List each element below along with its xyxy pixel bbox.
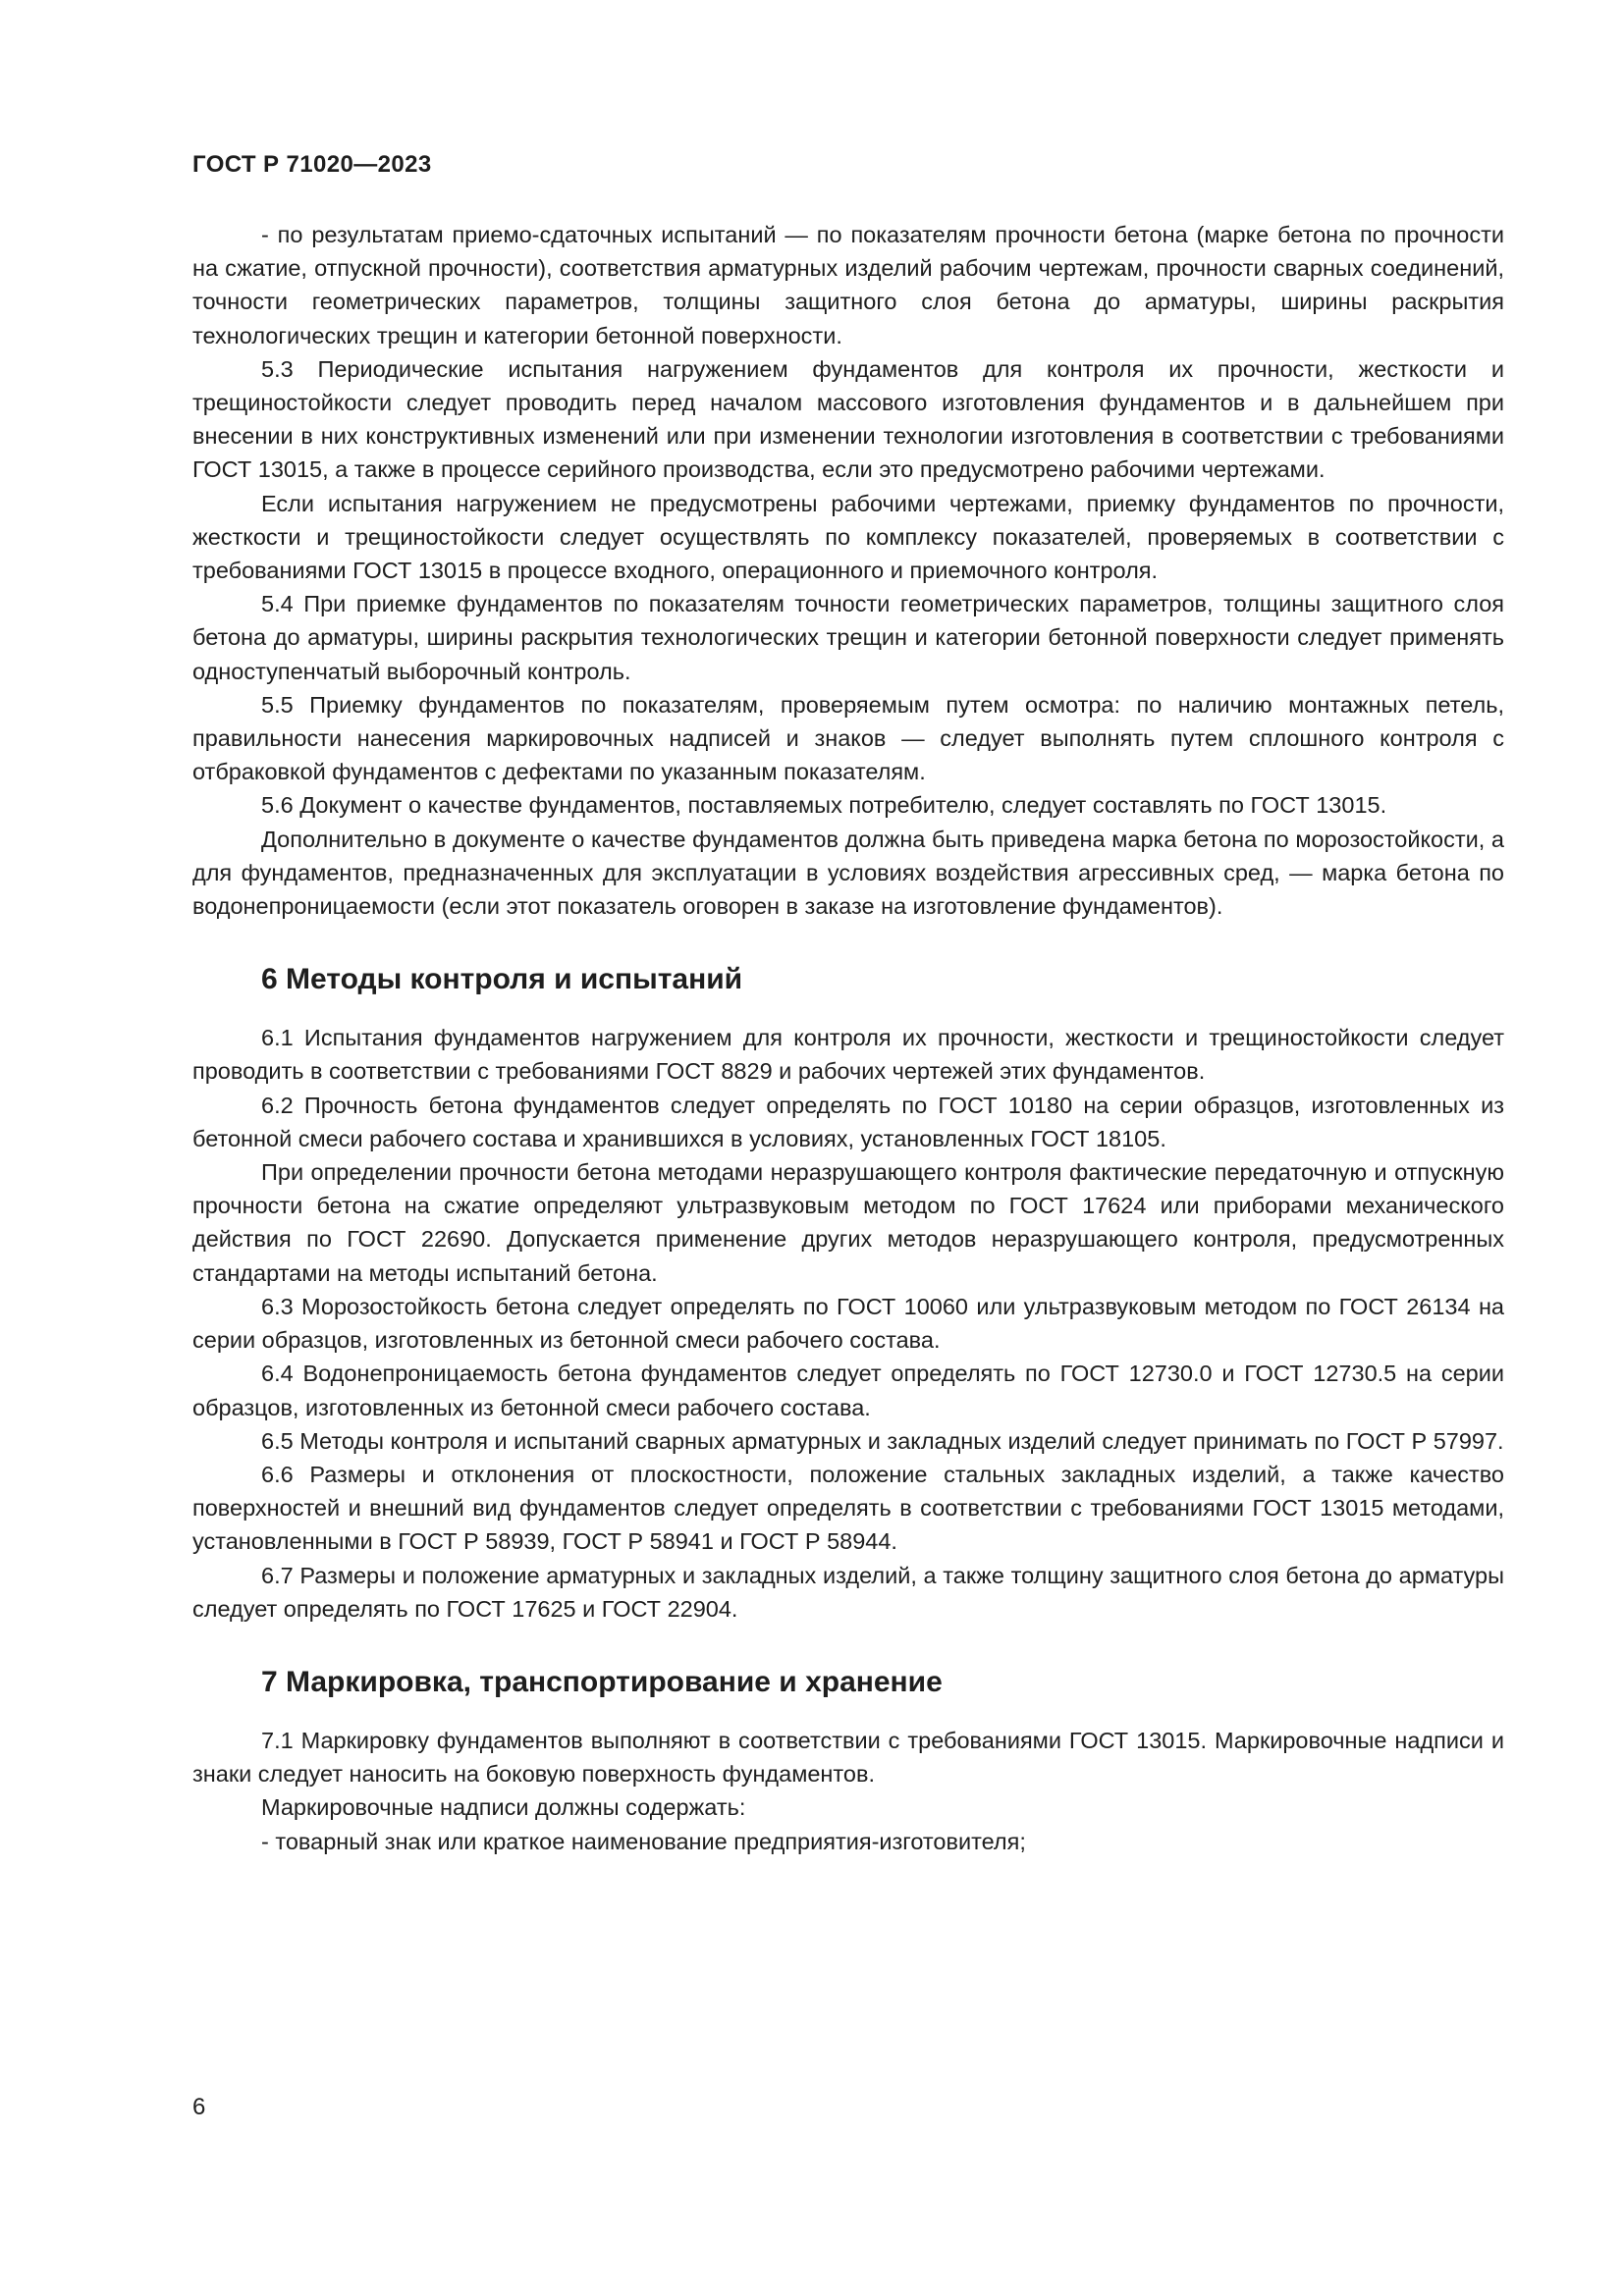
paragraph-5-3-continued: Если испытания нагружением не предусмотрены рабочими чертежами, приемку фундаментов по прочности, жесткости и трещиностойкости следует осуществлять по комплексу показателей, проверяемых в соответствии с требованиями ГОСТ 13015 в процессе входного, операционного и приемочного контроля. bbox=[192, 490, 1504, 584]
paragraph-5-4: 5.4 При приемке фундаментов по показателям точности геометрических параметров, толщины защитного слоя бетона до арматуры, ширины раскрытия технологических трещин и категории бетонной поверхности следует применять одноступенчатый выборочный контроль. bbox=[192, 591, 1504, 684]
document-header-id: ГОСТ Р 71020—2023 bbox=[192, 151, 432, 178]
paragraph-6-7: 6.7 Размеры и положение арматурных и закладных изделий, а также толщину защитного слоя бетона до арматуры следует определять по ГОСТ 17625 и ГОСТ 22904. bbox=[192, 1562, 1504, 1622]
paragraph-6-4: 6.4 Водонепроницаемость бетона фундаментов следует определять по ГОСТ 12730.0 и ГОСТ 12730.5 на серии образцов, изготовленных из бетонной смеси рабочего состава. bbox=[192, 1361, 1504, 1420]
paragraph-5-5: 5.5 Приемку фундаментов по показателям, проверяемым путем осмотра: по наличию монтажных петель, правильности нанесения маркировочных надписей и знаков — следует выполнять путем сплошного контроля с отбраковкой фундаментов с дефектами по указанным показателям. bbox=[192, 691, 1504, 785]
paragraph-6-2-continued: При определении прочности бетона методами неразрушающего контроля фактические передаточную и отпускную прочности бетона на сжатие определяют ультразвуковым методом по ГОСТ 17624 или приборами механического действия по ГОСТ 22690. Допускается применение других методов неразрушающего контроля, предусмотренных стандартами на методы испытаний бетона. bbox=[192, 1159, 1504, 1286]
paragraph-5-3: 5.3 Периодические испытания нагружением фундаментов для контроля их прочности, жесткости и трещиностойкости следует проводить перед началом массового изготовления фундаментов и в дальнейшем при внесении в них конструктивных изменений или при изменении технологии изготовления в соответствии с требованиями ГОСТ 13015, а также в процессе серийного производства, если это предусмотрено рабочими чертежами. bbox=[192, 355, 1504, 483]
paragraph-6-6: 6.6 Размеры и отклонения от плоскостности, положение стальных закладных изделий, а также качество поверхностей и внешний вид фундаментов следует определять в соответствии с требованиями ГОСТ 13015 методами, установленными в ГОСТ Р 58939, ГОСТ Р 58941 и ГОСТ Р 58944. bbox=[192, 1461, 1504, 1555]
paragraph-acceptance-tests: - по результатам приемо-сдаточных испытаний — по показателям прочности бетона (марке бетона по прочности на сжатие, отпускной прочности), соответствия арматурных изделий рабочим чертежам, прочности сварных соединений, точности геометрических параметров, толщины защитного слоя бетона до арматуры, ширины раскрытия технологических трещин и категории бетонной поверхности. bbox=[192, 222, 1504, 348]
section-6-heading: 6 Методы контроля и испытаний bbox=[261, 963, 743, 996]
paragraph-6-5: 6.5 Методы контроля и испытаний сварных арматурных и закладных изделий следует принимать по ГОСТ Р 57997. bbox=[261, 1427, 1504, 1454]
paragraph-7-1-continued: Маркировочные надписи должны содержать: bbox=[261, 1794, 746, 1821]
document-body bbox=[192, 218, 1504, 1858]
paragraph-6-3: 6.3 Морозостойкость бетона следует определять по ГОСТ 10060 или ультразвуковым методом по ГОСТ 26134 на серии образцов, изготовленных из бетонной смеси рабочего состава. bbox=[192, 1293, 1504, 1354]
paragraph-5-6-continued: Дополнительно в документе о качестве фундаментов должна быть приведена марка бетона по морозостойкости, а для фундаментов, предназначенных для эксплуатации в условиях воздействия агрессивных сред, — марка бетона по водонепроницаемости (если этот показатель оговорен в заказе на изготовление фундаментов). bbox=[192, 826, 1504, 920]
paragraph-5-6: 5.6 Документ о качестве фундаментов, поставляемых потребителю, следует составлять по ГОСТ 13015. bbox=[261, 792, 1387, 819]
paragraph-6-1: 6.1 Испытания фундаментов нагружением для контроля их прочности, жесткости и трещиностойкости следует проводить в соответствии с требованиями ГОСТ 8829 и рабочих чертежей этих фундаментов. bbox=[192, 1025, 1504, 1085]
paragraph-6-2: 6.2 Прочность бетона фундаментов следует определять по ГОСТ 10180 на серии образцов, изготовленных из бетонной смеси рабочего состава и хранившихся в условиях, установленных ГОСТ 18105. bbox=[192, 1092, 1504, 1151]
paragraph-7-1-list-item: - товарный знак или краткое наименование предприятия-изготовителя; bbox=[261, 1828, 1026, 1854]
page-number: 6 bbox=[192, 2094, 206, 2120]
section-7-heading: 7 Маркировка, транспортирование и хранение bbox=[261, 1665, 943, 1698]
paragraph-7-1: 7.1 Маркировку фундаментов выполняют в соответствии с требованиями ГОСТ 13015. Маркировочные надписи и знаки следует наносить на боковую поверхность фундаментов. bbox=[192, 1727, 1504, 1788]
